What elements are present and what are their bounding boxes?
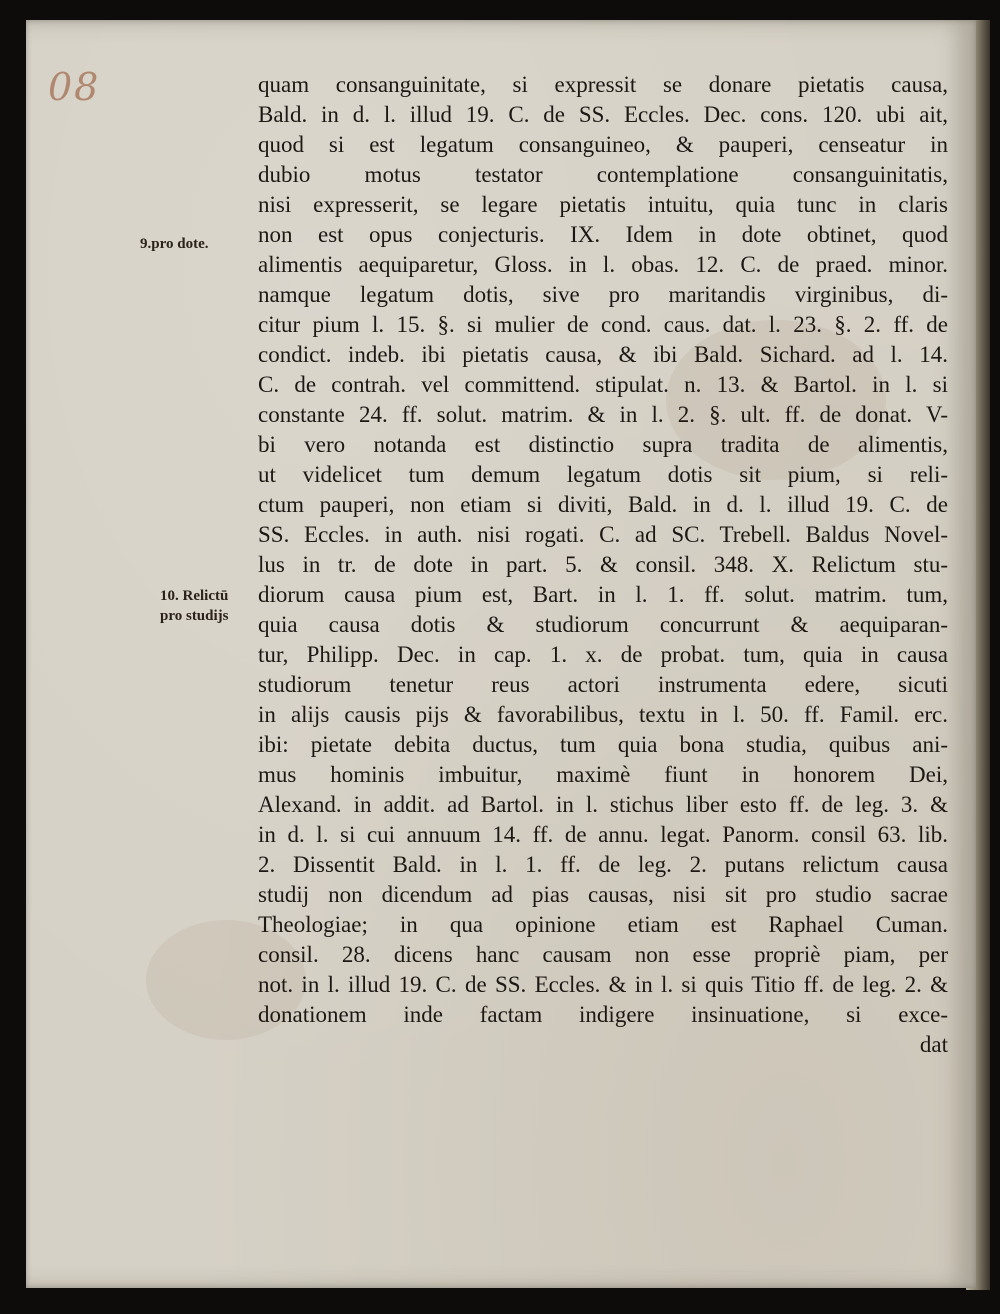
body-text <box>258 70 948 1060</box>
text-line: dubio motus testator contemplatione consanguinitatis, <box>258 162 948 187</box>
text-line: 2. Dissentit Bald. in l. 1. ff. de leg. 2. putans relictum causa <box>258 852 948 877</box>
page-number: 08 <box>48 65 101 109</box>
text-line: bi vero notanda est distinctio supra tradita de alimentis, <box>258 432 948 457</box>
text-line: studiorum tenetur reus actori instrumenta edere, sicuti <box>258 672 948 697</box>
text-line: quam consanguinitate, si expressit se donare pietatis causa, <box>258 72 948 97</box>
text-line: ctum pauperi, non etiam si diviti, Bald. in d. l. illud 19. C. de <box>258 492 948 517</box>
margin-note-pro-dote <box>140 234 208 254</box>
text-line: in alijs causis pijs & favorabilibus, textu in l. 50. ff. Famil. erc. <box>258 702 948 727</box>
margin-note-relictum-studijs <box>160 586 229 626</box>
text-line: C. de contrah. vel committend. stipulat. n. 13. & Bartol. in l. si <box>258 372 948 397</box>
margin-note-line: 9.pro dote. <box>140 236 209 252</box>
text-line: constante 24. ff. solut. matrim. & in l. 2. §. ult. ff. de donat. V- <box>258 402 948 427</box>
text-line: tur, Philipp. Dec. in cap. 1. x. de probat. tum, quia in causa <box>258 642 948 667</box>
text-line: citur pium l. 15. §. si mulier de cond. caus. dat. l. 23. §. 2. ff. de <box>258 312 948 337</box>
text-line: non est opus conjecturis. IX. Idem in dote obtinet, quod <box>258 222 948 247</box>
text-line: donationem inde factam indigere insinuatione, si exce- <box>258 1002 948 1027</box>
text-line: not. in l. illud 19. C. de SS. Eccles. & in l. si quis Titio ff. de leg. 2. & <box>258 972 948 997</box>
text-line: SS. Eccles. in auth. nisi rogati. C. ad SC. Trebell. Baldus Novel- <box>258 522 948 547</box>
margin-note-line: pro studijs <box>160 608 229 624</box>
text-line: lus in tr. de dote in part. 5. & consil. 348. X. Relictum stu- <box>258 552 948 577</box>
text-line: Alexand. in addit. ad Bartol. in l. stichus liber esto ff. de leg. 3. & <box>258 792 948 817</box>
text-line: alimentis aequiparetur, Gloss. in l. obas. 12. C. de praed. minor. <box>258 252 948 277</box>
text-line: studij non dicendum ad pias causas, nisi sit pro studio sacrae <box>258 882 948 907</box>
text-line: Theologiae; in qua opinione etiam est Raphael Cuman. <box>258 912 948 937</box>
text-line: Bald. in d. l. illud 19. C. de SS. Eccles. Dec. cons. 120. ubi ait, <box>258 102 948 127</box>
text-line: in d. l. si cui annuum 14. ff. de annu. legat. Panorm. consil 63. lib. <box>258 822 948 847</box>
text-line: nisi expresserit, se legare pietatis intuitu, quia tunc in claris <box>258 192 948 217</box>
text-line: quia causa dotis & studiorum concurrunt & aequiparan- <box>258 612 948 637</box>
text-line: ibi: pietate debita ductus, tum quia bona studia, quibus ani- <box>258 732 948 757</box>
text-line: diorum causa pium est, Bart. in l. 1. ff. solut. matrim. tum, <box>258 582 948 607</box>
margin-note-line: 10. Relictū <box>160 588 229 604</box>
text-line: namque legatum dotis, sive pro maritandis virginibus, di- <box>258 282 948 307</box>
text-line: mus hominis imbuitur, maximè fiunt in honorem Dei, <box>258 762 948 787</box>
text-line-catchword: dat <box>919 1032 948 1057</box>
text-line: quod si est legatum consanguineo, & pauperi, censeatur in <box>258 132 948 157</box>
text-line: ut videlicet tum demum legatum dotis sit pium, si reli- <box>258 462 948 487</box>
text-line: condict. indeb. ibi pietatis causa, & ibi Bald. Sichard. ad l. 14. <box>258 342 948 367</box>
text-line: consil. 28. dicens hanc causam non esse propriè piam, per <box>258 942 948 967</box>
